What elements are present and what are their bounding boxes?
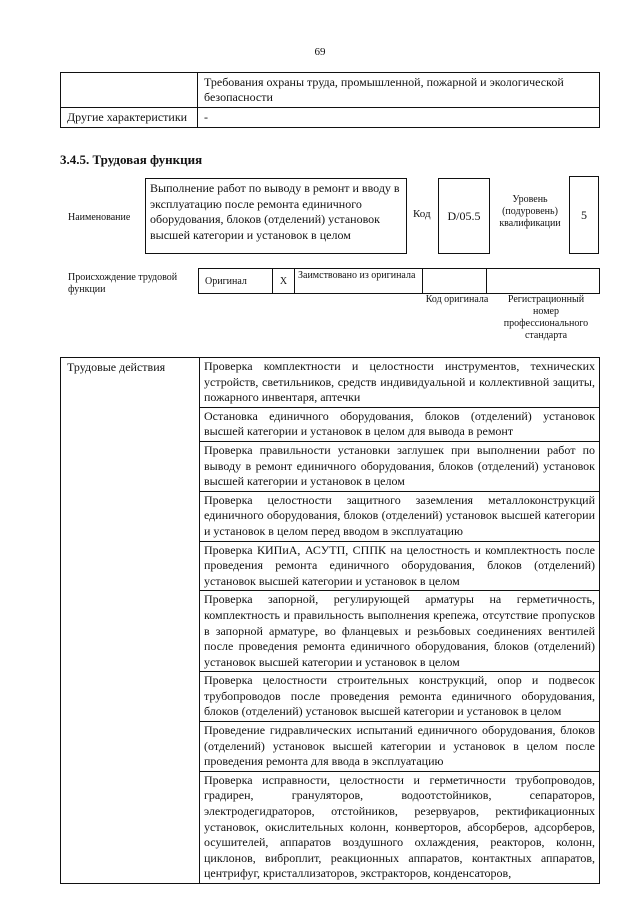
code-original-caption: Код оригинала (425, 294, 489, 305)
page-number: 69 (314, 46, 326, 58)
original-mark: X (273, 269, 295, 293)
borrowed-label: Заимствовано из оригинала (295, 269, 423, 293)
other-characteristics-value: - (198, 108, 600, 128)
table-row (61, 358, 600, 408)
labor-action-item: Проверка целостности защитного заземления металлоконструкций единичного оборудования, блоков (отделений) установок высшей категории и установок в целом перед вводом в эксплуатацию (200, 491, 600, 541)
labor-action-item: Проверка комплектности и целостности инструментов, технических устройств, светильников, средств индивидуальной и коллективной защиты, пожарного инвентаря, аптечки (200, 358, 600, 408)
table-row (61, 73, 600, 108)
requirements-table (60, 72, 600, 128)
labor-action-item: Проверка КИПиА, АСУТП, СППК на целостность и комплектность после проведения ремонта единичного оборудования, блоков (отделений) установок высшей категории и установок в целом (200, 541, 600, 591)
section-title: 3.4.5. Трудовая функция (60, 152, 203, 167)
origin-row (198, 268, 600, 294)
table-row (61, 108, 600, 128)
labor-action-item: Проверка запорной, регулирующей арматуры на герметичность, комплектность и правильность выполнения крепежа, отсутствие пропусков в запорной арматуре, во фланцевых и резьбовых соединениях вентилей после проведения ремонта единичного оборудования, блоков (отделений) установок высшей категории и установок в целом (200, 591, 600, 672)
name-label: Наименование (68, 212, 131, 223)
labor-action-item: Проведение гидравлических испытаний единичного оборудования, блоков (отделений) установок высшей категории и установок в целом после проведения ремонта для ввода в эксплуатацию (200, 722, 600, 772)
qualification-level-label: Уровень (подуровень) квалификации (499, 194, 561, 229)
origin-label: Происхождение трудовой функции (68, 272, 178, 295)
labor-actions-table (60, 357, 600, 884)
labor-actions-label: Трудовые действия (61, 358, 200, 884)
labor-action-item: Проверка целостности строительных конструкций, опор и подвесок трубопроводов после проведения ремонта единичного оборудования, блоков (отделений) установок высшей категории и установок в целом (200, 672, 600, 722)
function-name-box: Выполнение работ по выводу в ремонт и вводу в эксплуатацию после ремонта единичного оборудования, блоков (отделений) установок высшей категории и установок в целом (145, 178, 407, 254)
labor-action-item: Проверка исправности, целостности и герметичности трубопроводов, градирен, грануляторов, водоотстойников, сепараторов, электродегидраторов, отстойников, резервуаров, ректификационных установок, окислительных колонн, конверторов, абсорберов, адсорберов, осушителей, аппаратов воздушного охлаждения, реакторов, колонн, циклонов, виброплит, реакционных аппаратов, контактных аппаратов, центрифуг, кристаллизаторов, экстракторов, конденсаторов, (200, 771, 600, 883)
table-cell-empty (61, 73, 198, 108)
labor-action-item: Остановка единичного оборудования, блоков (отделений) установок высшей категории и установок в целом для вывода в ремонт (200, 407, 600, 441)
other-characteristics-label: Другие характеристики (61, 108, 198, 128)
registration-number-caption: Регистрационный номер профессионального стандарта (503, 294, 589, 341)
code-original-cell (423, 269, 487, 293)
registration-number-cell (487, 269, 599, 293)
code-label: Код (413, 208, 431, 220)
labor-action-item: Проверка правильности установки заглушек при выполнении работ по выводу в ремонт единичного оборудования, блоков (отделений) установок высшей категории и установок в целом (200, 441, 600, 491)
qualification-level-box: 5 (569, 176, 599, 254)
function-code-box: D/05.5 (438, 178, 490, 254)
original-label: Оригинал (199, 269, 273, 293)
safety-requirements-text: Требования охраны труда, промышленной, пожарной и экологической безопасности (198, 73, 600, 108)
